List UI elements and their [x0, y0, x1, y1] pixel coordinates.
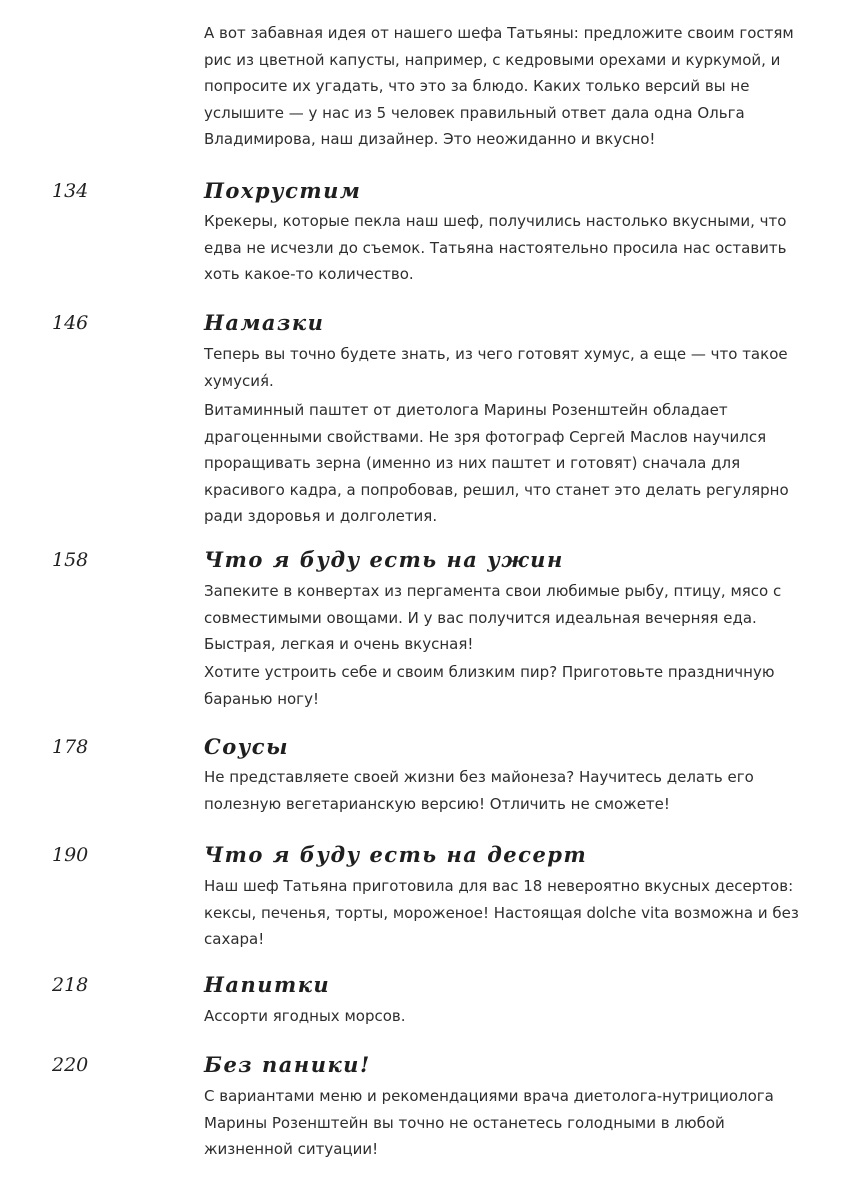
section-paragraph: Ассорти ягодных морсов. — [204, 1007, 406, 1025]
section-title: Без паники! — [204, 1052, 371, 1077]
section-page-number: 218 — [52, 974, 89, 996]
section-paragraph: Запеките в конвертах из пергамента свои любимые рыбу, птицу, мясо с совместимыми овощами. И у вас получится идеальная вечерняя еда. Быстрая, легкая и очень вкусная! — [204, 582, 782, 653]
section-title: Похрустим — [204, 178, 362, 203]
section-paragraph: Хотите устроить себе и своим близким пир? Приготовьте праздничную баранью ногу! — [204, 663, 775, 708]
section-paragraph: Витаминный паштет от диетолога Марины Розенштейн обладает драгоценными свойствами. Не зря фотограф Сергей Маслов научился проращивать зерна (именно из них паштет и готовят) сначала для красивого кадра, а попробовав, решил, что станет это делать регулярно ради здоровья и долголетия. — [204, 401, 789, 525]
section-paragraph: Не представляете своей жизни без майонеза? Научитесь делать его полезную вегетарианскую версию! Отличить не сможете! — [204, 768, 754, 813]
section-page-number: 190 — [52, 844, 89, 866]
section-title: Что я буду есть на десерт — [204, 842, 588, 867]
section-title: Соусы — [204, 734, 289, 759]
section-paragraph: Крекеры, которые пекла наш шеф, получились настолько вкусными, что едва не исчезли до съемок. Татьяна настоятельно просила нас оставить хоть какое-то количество. — [204, 212, 787, 283]
section-page-number: 178 — [52, 736, 89, 758]
section-page-number: 158 — [52, 549, 89, 571]
section-page-number: 220 — [52, 1054, 89, 1076]
section-page-number: 146 — [52, 312, 89, 334]
section-title: Что я буду есть на ужин — [204, 547, 564, 572]
section-title: Намазки — [204, 310, 325, 335]
section-page-number: 134 — [52, 180, 89, 202]
section-paragraph: Наш шеф Татьяна приготовила для вас 18 невероятно вкусных десертов: кексы, печенья, торты, мороженое! Настоящая dolche vita возможна и без сахара! — [204, 877, 799, 948]
section-paragraph: Теперь вы точно будете знать, из чего готовят хумус, а еще — что такое хумусия́. — [204, 345, 788, 390]
section-paragraph: С вариантами меню и рекомендациями врача диетолога-нутрициолога Марины Розенштейн вы точно не останетесь голодными в любой жизненной ситуации! — [204, 1087, 774, 1158]
intro-paragraph: А вот забавная идея от нашего шефа Татьяны: предложите своим гостям рис из цветной капусты, например, с кедровыми орехами и куркумой, и попросите их угадать, что это за блюдо. Каких только версий вы не услышите — у нас из 5 человек правильный ответ дала одна Ольга Владимирова, наш дизайнер. Это неожиданно и вкусно! — [204, 24, 794, 148]
section-title: Напитки — [204, 972, 331, 997]
